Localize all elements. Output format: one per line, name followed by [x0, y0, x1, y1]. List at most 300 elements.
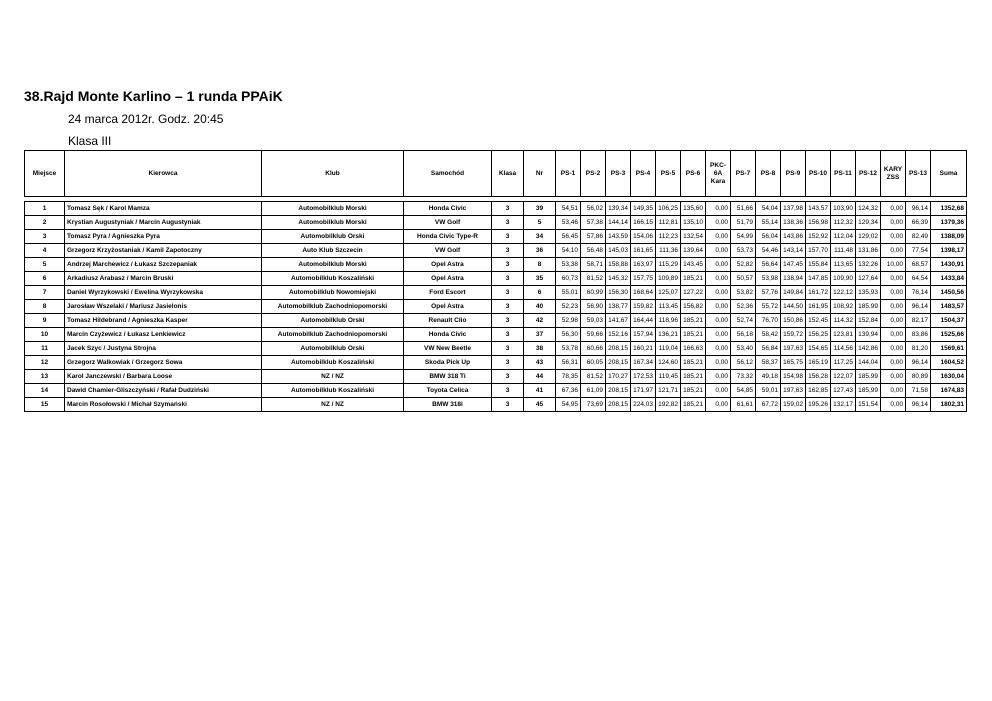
class-cell: 3 [492, 202, 524, 216]
event-date: 24 marca 2012r. Godz. 20:45 [68, 112, 224, 126]
penalty-cell: 0,00 [706, 272, 731, 286]
stage-time-ps13: 81,20 [906, 342, 931, 356]
stage-time-ps6: 132,54 [681, 230, 706, 244]
table-row [25, 230, 967, 244]
stage-time-ps1: 55,01 [556, 286, 581, 300]
stage-time-ps7: 51,66 [731, 202, 756, 216]
stage-time-ps10: 161,72 [806, 286, 831, 300]
penalty-cell: 0,00 [706, 300, 731, 314]
stage-time-ps1: 56,31 [556, 356, 581, 370]
stage-time-ps10: 162,85 [806, 384, 831, 398]
stage-time-ps13: 77,54 [906, 244, 931, 258]
stage-time-ps7: 50,57 [731, 272, 756, 286]
column-header: Kierowca [65, 151, 262, 197]
stage-time-ps12: 144,04 [856, 356, 881, 370]
number-cell: 38 [524, 342, 556, 356]
driver-cell: Andrzej Marchewicz / Łukasz Szczepaniak [65, 258, 262, 272]
column-header: KARY ZSS [881, 151, 906, 197]
stage-time-ps13: 71,58 [906, 384, 931, 398]
stage-time-ps5: 119,04 [656, 342, 681, 356]
stage-time-ps9: 159,72 [781, 328, 806, 342]
stage-time-ps7: 51,79 [731, 216, 756, 230]
stage-time-ps9: 197,63 [781, 342, 806, 356]
stage-time-ps10: 195,26 [806, 398, 831, 412]
stage-time-ps3: 158,88 [606, 258, 631, 272]
stage-time-ps3: 170,27 [606, 370, 631, 384]
stage-time-ps6: 185,21 [681, 398, 706, 412]
zss-penalty-cell: 0,00 [881, 384, 906, 398]
stage-time-ps1: 56,45 [556, 230, 581, 244]
penalty-cell: 0,00 [706, 328, 731, 342]
stage-time-ps2: 58,71 [581, 258, 606, 272]
class-label: Klasa III [68, 134, 112, 148]
stage-time-ps6: 139,64 [681, 244, 706, 258]
stage-time-ps3: 141,67 [606, 314, 631, 328]
club-cell: Auto Klub Szczecin [262, 244, 404, 258]
table-row [25, 216, 967, 230]
driver-cell: Tomasz Pyra / Agnieszka Pyra [65, 230, 262, 244]
penalty-cell: 0,00 [706, 244, 731, 258]
class-cell: 3 [492, 356, 524, 370]
stage-time-ps2: 59,03 [581, 314, 606, 328]
stage-time-ps9: 138,36 [781, 216, 806, 230]
stage-time-ps6: 185,21 [681, 384, 706, 398]
stage-time-ps4: 157,94 [631, 328, 656, 342]
stage-time-ps13: 64,54 [906, 272, 931, 286]
stage-time-ps3: 138,77 [606, 300, 631, 314]
class-cell: 3 [492, 328, 524, 342]
stage-time-ps4: 164,44 [631, 314, 656, 328]
stage-time-ps7: 56,18 [731, 328, 756, 342]
stage-time-ps7: 73,32 [731, 370, 756, 384]
stage-time-ps11: 112,04 [831, 230, 856, 244]
number-cell: 34 [524, 230, 556, 244]
stage-time-ps7: 54,99 [731, 230, 756, 244]
stage-time-ps2: 56,90 [581, 300, 606, 314]
stage-time-ps6: 185,21 [681, 356, 706, 370]
stage-time-ps6: 166,63 [681, 342, 706, 356]
stage-time-ps12: 132,26 [856, 258, 881, 272]
stage-time-ps9: 144,50 [781, 300, 806, 314]
zss-penalty-cell: 0,00 [881, 286, 906, 300]
stage-time-ps13: 82,49 [906, 230, 931, 244]
stage-time-ps4: 166,15 [631, 216, 656, 230]
club-cell: Automobilklub Zachodniopomorski [262, 328, 404, 342]
class-cell: 3 [492, 342, 524, 356]
stage-time-ps8: 59,01 [756, 384, 781, 398]
stage-time-ps12: 151,54 [856, 398, 881, 412]
stage-time-ps2: 57,86 [581, 230, 606, 244]
stage-time-ps5: 113,45 [656, 300, 681, 314]
number-cell: 39 [524, 202, 556, 216]
place-cell: 12 [25, 356, 65, 370]
stage-time-ps8: 76,70 [756, 314, 781, 328]
column-header: Miejsce [25, 151, 65, 197]
penalty-cell: 0,00 [706, 202, 731, 216]
car-cell: BMW 318 Ti [404, 370, 492, 384]
column-header: PS-10 [806, 151, 831, 197]
number-cell: 42 [524, 314, 556, 328]
total-cell: 1630,04 [931, 370, 967, 384]
stage-time-ps1: 53,38 [556, 258, 581, 272]
place-cell: 8 [25, 300, 65, 314]
stage-time-ps6: 156,82 [681, 300, 706, 314]
driver-cell: Arkadiusz Arabasz / Marcin Bruski [65, 272, 262, 286]
stage-time-ps12: 129,34 [856, 216, 881, 230]
stage-time-ps9: 149,84 [781, 286, 806, 300]
zss-penalty-cell: 0,00 [881, 398, 906, 412]
results-table [24, 150, 967, 412]
club-cell: Automobilklub Morski [262, 258, 404, 272]
stage-time-ps8: 58,37 [756, 356, 781, 370]
stage-time-ps10: 157,70 [806, 244, 831, 258]
car-cell: Opel Astra [404, 300, 492, 314]
place-cell: 15 [25, 398, 65, 412]
stage-time-ps5: 112,81 [656, 216, 681, 230]
stage-time-ps1: 53,78 [556, 342, 581, 356]
place-cell: 13 [25, 370, 65, 384]
stage-time-ps5: 136,21 [656, 328, 681, 342]
club-cell: Automobilklub Koszaliński [262, 356, 404, 370]
driver-cell: Karol Janczewski / Barbara Loose [65, 370, 262, 384]
stage-time-ps4: 149,35 [631, 202, 656, 216]
stage-time-ps8: 56,04 [756, 230, 781, 244]
stage-time-ps13: 96,14 [906, 202, 931, 216]
stage-time-ps2: 56,02 [581, 202, 606, 216]
column-header: Klasa [492, 151, 524, 197]
number-cell: 5 [524, 216, 556, 230]
stage-time-ps11: 111,48 [831, 244, 856, 258]
stage-time-ps4: 157,75 [631, 272, 656, 286]
stage-time-ps2: 81,52 [581, 272, 606, 286]
stage-time-ps7: 54,85 [731, 384, 756, 398]
table-row [25, 342, 967, 356]
penalty-cell: 0,00 [706, 384, 731, 398]
results-body [25, 197, 967, 412]
stage-time-ps11: 117,25 [831, 356, 856, 370]
total-cell: 1430,91 [931, 258, 967, 272]
total-cell: 1398,17 [931, 244, 967, 258]
stage-time-ps1: 67,36 [556, 384, 581, 398]
car-cell: BMW 318i [404, 398, 492, 412]
stage-time-ps4: 167,34 [631, 356, 656, 370]
stage-time-ps1: 52,23 [556, 300, 581, 314]
stage-time-ps7: 53,82 [731, 286, 756, 300]
stage-time-ps1: 54,95 [556, 398, 581, 412]
stage-time-ps7: 52,82 [731, 258, 756, 272]
stage-time-ps11: 114,56 [831, 342, 856, 356]
zss-penalty-cell: 0,00 [881, 216, 906, 230]
club-cell: NZ / NZ [262, 398, 404, 412]
stage-time-ps13: 96,14 [906, 300, 931, 314]
stage-time-ps10: 147,85 [806, 272, 831, 286]
club-cell: Automobilklub Orski [262, 342, 404, 356]
number-cell: 8 [524, 258, 556, 272]
stage-time-ps5: 106,25 [656, 202, 681, 216]
class-cell: 3 [492, 258, 524, 272]
driver-cell: Dawid Chamier-Gliszczyński / Rafał Dudziński [65, 384, 262, 398]
column-header: PS-8 [756, 151, 781, 197]
stage-time-ps11: 108,92 [831, 300, 856, 314]
club-cell: NZ / NZ [262, 370, 404, 384]
stage-time-ps1: 54,10 [556, 244, 581, 258]
stage-time-ps2: 73,69 [581, 398, 606, 412]
table-row [25, 328, 967, 342]
penalty-cell: 0,00 [706, 314, 731, 328]
class-cell: 3 [492, 384, 524, 398]
stage-time-ps2: 59,66 [581, 328, 606, 342]
stage-time-ps8: 49,18 [756, 370, 781, 384]
stage-time-ps8: 53,98 [756, 272, 781, 286]
stage-time-ps1: 54,51 [556, 202, 581, 216]
page-title: 38.Rajd Monte Karlino – 1 runda PPAiK [24, 88, 283, 104]
stage-time-ps12: 124,32 [856, 202, 881, 216]
stage-time-ps6: 127,22 [681, 286, 706, 300]
total-cell: 1569,61 [931, 342, 967, 356]
stage-time-ps9: 154,98 [781, 370, 806, 384]
stage-time-ps1: 56,30 [556, 328, 581, 342]
class-cell: 3 [492, 370, 524, 384]
stage-time-ps10: 154,65 [806, 342, 831, 356]
stage-time-ps5: 121,71 [656, 384, 681, 398]
stage-time-ps7: 53,40 [731, 342, 756, 356]
zss-penalty-cell: 0,00 [881, 342, 906, 356]
stage-time-ps11: 112,32 [831, 216, 856, 230]
column-header: PS-2 [581, 151, 606, 197]
driver-cell: Marcin Czyżewicz / Łukasz Lenkiewicz [65, 328, 262, 342]
stage-time-ps13: 96,14 [906, 398, 931, 412]
car-cell: Toyota Celica [404, 384, 492, 398]
stage-time-ps7: 56,12 [731, 356, 756, 370]
stage-time-ps11: 122,07 [831, 370, 856, 384]
stage-time-ps9: 137,98 [781, 202, 806, 216]
stage-time-ps7: 61,61 [731, 398, 756, 412]
class-cell: 3 [492, 314, 524, 328]
column-header: PS-11 [831, 151, 856, 197]
stage-time-ps4: 154,06 [631, 230, 656, 244]
column-header: Klub [262, 151, 404, 197]
number-cell: 40 [524, 300, 556, 314]
stage-time-ps1: 78,35 [556, 370, 581, 384]
car-cell: VW New Beetle [404, 342, 492, 356]
column-header: PS-5 [656, 151, 681, 197]
table-row [25, 202, 967, 216]
stage-time-ps5: 118,96 [656, 314, 681, 328]
zss-penalty-cell: 0,00 [881, 272, 906, 286]
car-cell: VW Golf [404, 216, 492, 230]
stage-time-ps8: 55,14 [756, 216, 781, 230]
number-cell: 6 [524, 286, 556, 300]
stage-time-ps3: 208,15 [606, 356, 631, 370]
table-row [25, 258, 967, 272]
stage-time-ps5: 115,29 [656, 258, 681, 272]
stage-time-ps5: 119,45 [656, 370, 681, 384]
club-cell: Automobilklub Morski [262, 202, 404, 216]
place-cell: 14 [25, 384, 65, 398]
penalty-cell: 0,00 [706, 342, 731, 356]
total-cell: 1352,68 [931, 202, 967, 216]
stage-time-ps8: 58,42 [756, 328, 781, 342]
club-cell: Automobilklub Koszaliński [262, 272, 404, 286]
stage-time-ps5: 125,07 [656, 286, 681, 300]
table-row [25, 384, 967, 398]
stage-time-ps12: 127,64 [856, 272, 881, 286]
stage-time-ps10: 165,19 [806, 356, 831, 370]
place-cell: 4 [25, 244, 65, 258]
stage-time-ps12: 131,86 [856, 244, 881, 258]
stage-time-ps13: 68,57 [906, 258, 931, 272]
driver-cell: Grzegorz Walkowiak / Grzegorz Sowa [65, 356, 262, 370]
stage-time-ps9: 165,75 [781, 356, 806, 370]
stage-time-ps3: 143,59 [606, 230, 631, 244]
stage-time-ps4: 161,65 [631, 244, 656, 258]
zss-penalty-cell: 0,00 [881, 202, 906, 216]
car-cell: Ford Escort [404, 286, 492, 300]
stage-time-ps5: 124,60 [656, 356, 681, 370]
stage-time-ps3: 208,15 [606, 342, 631, 356]
stage-time-ps9: 159,02 [781, 398, 806, 412]
stage-time-ps2: 81,52 [581, 370, 606, 384]
zss-penalty-cell: 0,00 [881, 356, 906, 370]
driver-cell: Tomasz Sęk / Karol Mamza [65, 202, 262, 216]
stage-time-ps3: 156,30 [606, 286, 631, 300]
place-cell: 10 [25, 328, 65, 342]
number-cell: 37 [524, 328, 556, 342]
stage-time-ps10: 155,84 [806, 258, 831, 272]
stage-time-ps5: 109,89 [656, 272, 681, 286]
zss-penalty-cell: 0,00 [881, 370, 906, 384]
stage-time-ps4: 172,53 [631, 370, 656, 384]
stage-time-ps4: 159,82 [631, 300, 656, 314]
total-cell: 1525,66 [931, 328, 967, 342]
stage-time-ps11: 109,90 [831, 272, 856, 286]
driver-cell: Marcin Rosołowski / Michał Szymański [65, 398, 262, 412]
table-row [25, 314, 967, 328]
table-row [25, 300, 967, 314]
stage-time-ps2: 56,48 [581, 244, 606, 258]
column-header: PS-6 [681, 151, 706, 197]
stage-time-ps2: 60,66 [581, 342, 606, 356]
place-cell: 3 [25, 230, 65, 244]
stage-time-ps12: 152,84 [856, 314, 881, 328]
stage-time-ps7: 52,74 [731, 314, 756, 328]
stage-time-ps13: 82,17 [906, 314, 931, 328]
place-cell: 9 [25, 314, 65, 328]
stage-time-ps6: 135,60 [681, 202, 706, 216]
car-cell: Honda Civic [404, 202, 492, 216]
column-header: PS-9 [781, 151, 806, 197]
car-cell: Opel Astra [404, 272, 492, 286]
table-row [25, 244, 967, 258]
total-cell: 1674,83 [931, 384, 967, 398]
stage-time-ps2: 61,09 [581, 384, 606, 398]
stage-time-ps8: 55,72 [756, 300, 781, 314]
total-cell: 1379,36 [931, 216, 967, 230]
total-cell: 1504,37 [931, 314, 967, 328]
stage-time-ps3: 208,15 [606, 398, 631, 412]
stage-time-ps1: 53,46 [556, 216, 581, 230]
penalty-cell: 0,00 [706, 398, 731, 412]
stage-time-ps5: 111,36 [656, 244, 681, 258]
car-cell: Honda Civic Type-R [404, 230, 492, 244]
stage-time-ps9: 138,94 [781, 272, 806, 286]
stage-time-ps10: 156,98 [806, 216, 831, 230]
zss-penalty-cell: 0,00 [881, 244, 906, 258]
stage-time-ps11: 113,65 [831, 258, 856, 272]
stage-time-ps10: 156,28 [806, 370, 831, 384]
car-cell: Renault Clio [404, 314, 492, 328]
stage-time-ps10: 152,45 [806, 314, 831, 328]
total-cell: 1604,52 [931, 356, 967, 370]
stage-time-ps8: 57,76 [756, 286, 781, 300]
zss-penalty-cell: 10,00 [881, 258, 906, 272]
stage-time-ps5: 192,82 [656, 398, 681, 412]
stage-time-ps2: 60,99 [581, 286, 606, 300]
stage-time-ps6: 185,21 [681, 328, 706, 342]
stage-time-ps10: 143,57 [806, 202, 831, 216]
penalty-cell: 0,00 [706, 370, 731, 384]
stage-time-ps5: 112,23 [656, 230, 681, 244]
number-cell: 41 [524, 384, 556, 398]
stage-time-ps6: 143,45 [681, 258, 706, 272]
stage-time-ps12: 185,99 [856, 300, 881, 314]
stage-time-ps6: 185,21 [681, 314, 706, 328]
stage-time-ps6: 185,21 [681, 272, 706, 286]
stage-time-ps2: 57,38 [581, 216, 606, 230]
column-header: PKC-6A Kara [706, 151, 731, 197]
stage-time-ps3: 208,15 [606, 384, 631, 398]
stage-time-ps4: 160,21 [631, 342, 656, 356]
stage-time-ps11: 132,17 [831, 398, 856, 412]
stage-time-ps3: 139,34 [606, 202, 631, 216]
class-cell: 3 [492, 216, 524, 230]
stage-time-ps6: 185,21 [681, 370, 706, 384]
stage-time-ps9: 147,45 [781, 258, 806, 272]
place-cell: 11 [25, 342, 65, 356]
stage-time-ps9: 143,86 [781, 230, 806, 244]
number-cell: 45 [524, 398, 556, 412]
club-cell: Automobilklub Orski [262, 230, 404, 244]
driver-cell: Jarosław Wszelaki / Mariusz Jasielonis [65, 300, 262, 314]
stage-time-ps8: 54,46 [756, 244, 781, 258]
stage-time-ps4: 168,64 [631, 286, 656, 300]
stage-time-ps9: 150,86 [781, 314, 806, 328]
stage-time-ps12: 139,94 [856, 328, 881, 342]
class-cell: 3 [492, 300, 524, 314]
stage-time-ps12: 135,93 [856, 286, 881, 300]
driver-cell: Tomasz Hildebrand / Agnieszka Kasper [65, 314, 262, 328]
place-cell: 7 [25, 286, 65, 300]
stage-time-ps7: 52,36 [731, 300, 756, 314]
stage-time-ps8: 56,84 [756, 342, 781, 356]
club-cell: Automobilklub Orski [262, 314, 404, 328]
stage-time-ps11: 123,81 [831, 328, 856, 342]
stage-time-ps13: 83,86 [906, 328, 931, 342]
stage-time-ps9: 143,14 [781, 244, 806, 258]
table-header-row [25, 151, 967, 197]
class-cell: 3 [492, 272, 524, 286]
zss-penalty-cell: 0,00 [881, 300, 906, 314]
total-cell: 1450,56 [931, 286, 967, 300]
total-cell: 1483,57 [931, 300, 967, 314]
stage-time-ps4: 163,97 [631, 258, 656, 272]
stage-time-ps11: 114,32 [831, 314, 856, 328]
table-row [25, 272, 967, 286]
place-cell: 2 [25, 216, 65, 230]
stage-time-ps10: 152,92 [806, 230, 831, 244]
place-cell: 5 [25, 258, 65, 272]
class-cell: 3 [492, 398, 524, 412]
